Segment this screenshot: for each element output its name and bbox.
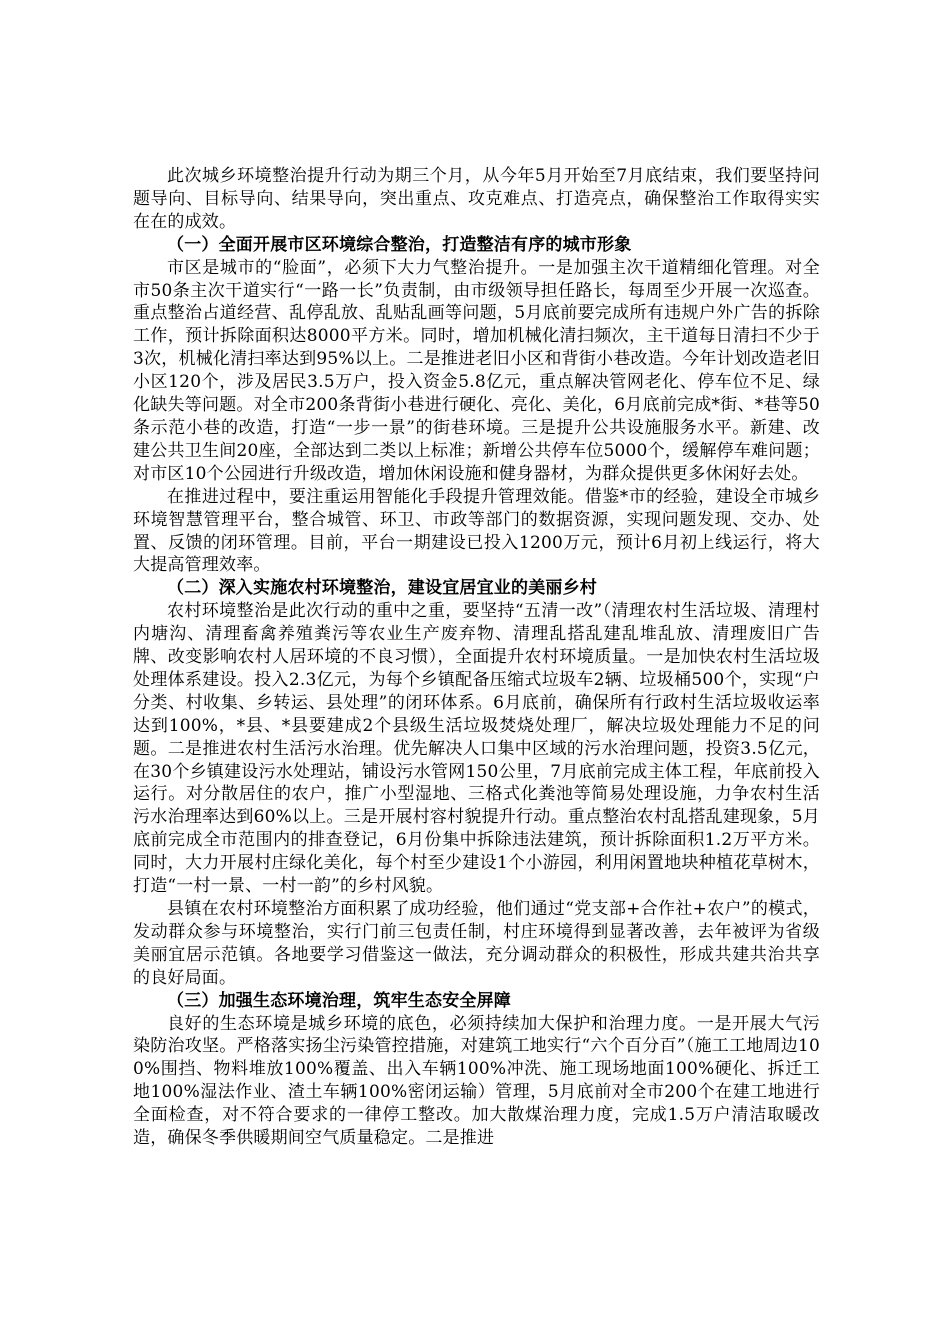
paragraph-rural-renovation: 农村环境整治是此次行动的重中之重，要坚持“五清一改”（清理农村生活垃圾、清理村内塘沟、清理畜禽养殖粪污等农业生产废弃物、清理乱搭乱建乱堆乱放、清理废旧广告牌、改变影响农村人居环境的不良习惯），全面提升农村环境质量。一是加快农村生活垃圾处理体系建设。投入2.3亿元，为每个乡镇配备压缩式垃圾车2辆、垃圾桶500个，实现“户分类、村收集、乡转运、县处理”的闭环体系。6月底前，确保所有行政村生活垃圾收运率达到100%，*县、*县要建成2个县级生活垃圾焚烧处理厂，解决垃圾处理能力不足的问题。二是推进农村生活污水治理。优先解决人口集中区域的污水治理问题，投资3.5亿元，在30个乡镇建设污水处理站，铺设污水管网150公里，7月底前完成主体工程，年底前投入运行。对分散居住的农户，推广小型湿地、三格式化粪池等简易处理设施，力争农村生活污水治理率达到60%以上。三是开展村容村貌提升行动。重点整治农村乱搭乱建现象，5月底前完成全市范围内的排查登记，6月份集中拆除违法建筑，预计拆除面积1.2万平方米。同时，大力开展村庄绿化美化，每个村至少建设1个小游园，利用闲置地块种植花草树木，打造“一村一景、一村一韵”的乡村风貌。 [133,601,820,897]
section-heading-1: （一）全面开展市区环境综合整治，打造整洁有序的城市形象 [167,234,632,255]
section-heading-3: （三）加强生态环境治理，筑牢生态安全屏障 [167,990,511,1011]
section-heading-2: （二）深入实施农村环境整治，建设宜居宜业的美丽乡村 [167,578,597,599]
paragraph-intro: 此次城乡环境整治提升行动为期三个月，从今年5月开始至7月底结束，我们要坚持问题导向、目标导向、结果导向，突出重点、攻克难点、打造亮点，确保整治工作取得实实在在的成效。 [133,166,820,232]
paragraph-urban-renovation: 市区是城市的“脸面”，必须下大力气整治提升。一是加强主次干道精细化管理。对全市50条主次干道实行“一路一长”负责制，由市级领导担任路长，每周至少开展一次巡查。重点整治占道经营、乱停乱放、乱贴乱画等问题，5月底前要完成所有违规户外广告的拆除工作，预计拆除面积达8000平方米。同时，增加机械化清扫频次，主干道每日清扫不少于3次，机械化清扫率达到95%以上。二是推进老旧小区和背街小巷改造。今年计划改造老旧小区120个，涉及居民3.5万户，投入资金5.8亿元，重点解决管网老化、停车位不足、绿化缺失等问题。对全市200条背街小巷进行硬化、亮化、美化，6月底前完成*街、*巷等50条示范小巷的改造，打造“一步一景”的街巷环境。三是提升公共设施服务水平。新建、改建公共卫生间20座，全部达到二类以上标准；新增公共停车位5000个，缓解停车难问题；对市区10个公园进行升级改造，增加休闲设施和健身器材，为群众提供更多休闲好去处。 [133,257,820,484]
paragraph-smart-management: 在推进过程中，要注重运用智能化手段提升管理效能。借鉴*市的经验，建设全市城乡环境智慧管理平台，整合城管、环卫、市政等部门的数据资源，实现问题发现、交办、处置、反馈的闭环管理。目前，平台一期建设已投入1200万元，预计6月初上线运行，将大大提高管理效率。 [133,486,820,576]
paragraph-ecology: 良好的生态环境是城乡环境的底色，必须持续加大保护和治理力度。一是开展大气污染防治攻坚。严格落实扬尘污染管控措施，对建筑工地实行“六个百分百”（施工工地周边100%围挡、物料堆放100%覆盖、出入车辆100%冲洗、施工现场地面100%硬化、拆迁工地100%湿法作业、渣土车辆100%密闭运输）管理，5月底前对全市200个在建工地进行全面检查，对不符合要求的一律停工整改。加大散煤治理力度，完成1.5万户清洁取暖改造，确保冬季供暖期间空气质量稳定。二是推进 [133,1013,820,1149]
paragraph-town-experience: 县镇在农村环境整治方面积累了成功经验，他们通过“党支部+合作社+农户”的模式，发动群众参与环境整治，实行门前三包责任制，村庄环境得到显著改善，去年被评为省级美丽宜居示范镇。各地要学习借鉴这一做法，充分调动群众的积极性，形成共建共治共享的良好局面。 [133,899,820,988]
document-page [133,165,820,1150]
